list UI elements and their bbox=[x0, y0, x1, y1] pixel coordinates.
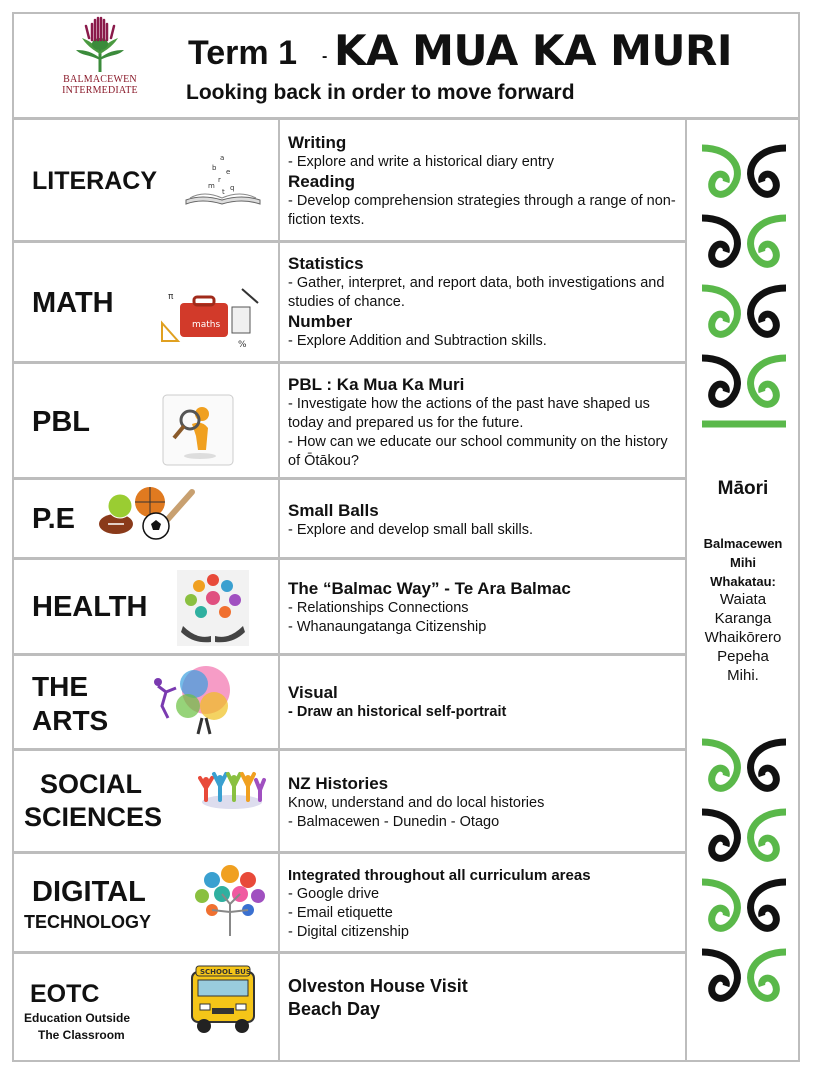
school-bus-icon bbox=[188, 962, 258, 1036]
literacy-heading-writing: Writing bbox=[288, 133, 347, 152]
digital-heading: Integrated throughout all curriculum areas bbox=[288, 867, 591, 884]
literacy-line: - Explore and write a historical diary entry bbox=[288, 154, 554, 170]
health-heading: The “Balmac Way” - Te Ara Balmac bbox=[288, 579, 571, 598]
pbl-description bbox=[288, 375, 680, 471]
school-name-line1: BALMACEWEN bbox=[63, 74, 137, 85]
health-line: - Whanaungatanga Citizenship bbox=[288, 619, 487, 635]
sports-balls-icon bbox=[98, 484, 196, 546]
subject-literacy: LITERACY bbox=[32, 167, 157, 195]
digital-tree-icon bbox=[190, 860, 270, 938]
svg-text:π: π bbox=[168, 292, 174, 302]
svg-text:b: b bbox=[212, 164, 217, 172]
maori-list-item: Waiata bbox=[719, 591, 767, 608]
maori-list-item: Whaikōrero bbox=[704, 629, 782, 646]
arts-description bbox=[288, 683, 680, 722]
arts-heading: Visual bbox=[288, 683, 338, 702]
koru-pattern-bottom-icon bbox=[702, 734, 786, 1026]
svg-text:m: m bbox=[208, 182, 215, 190]
pe-description bbox=[288, 501, 680, 540]
health-description bbox=[288, 579, 680, 637]
svg-text:%: % bbox=[238, 340, 247, 350]
arts-line: - Draw an historical self-portrait bbox=[288, 704, 507, 720]
math-heading-statistics: Statistics bbox=[288, 254, 364, 273]
svg-text:q: q bbox=[230, 184, 235, 192]
school-logo bbox=[40, 14, 160, 104]
maori-title: Māori bbox=[717, 478, 769, 499]
subject-math: MATH bbox=[32, 287, 114, 319]
subject-health: HEALTH bbox=[32, 591, 148, 623]
pe-line: - Explore and develop small ball skills. bbox=[288, 522, 533, 538]
literacy-line: - Develop comprehension strategies through a range of non-fiction texts. bbox=[288, 193, 676, 228]
eotc-line-olveston: Olveston House Visit bbox=[288, 976, 468, 996]
arts-dancers-icon bbox=[148, 660, 240, 736]
subject-arts-line1: THE bbox=[32, 671, 88, 702]
subject-arts-line2: ARTS bbox=[32, 705, 109, 736]
social-heading: NZ Histories bbox=[288, 774, 389, 793]
digital-line: - Digital citizenship bbox=[288, 924, 409, 940]
subject-digital-line1: DIGITAL bbox=[32, 876, 146, 908]
subject-pbl: PBL bbox=[32, 406, 90, 438]
globe-people-icon bbox=[198, 766, 266, 810]
math-line: - Explore Addition and Subtraction skills. bbox=[288, 333, 547, 349]
subtitle: Looking back in order to move forward bbox=[186, 81, 575, 104]
digital-line: - Google drive bbox=[288, 886, 380, 902]
subject-social-line2: SCIENCES bbox=[24, 802, 163, 832]
koru-pattern-top-icon bbox=[702, 140, 786, 432]
math-tools-icon bbox=[158, 283, 266, 351]
svg-text:maths: maths bbox=[192, 320, 221, 330]
eotc-description bbox=[288, 975, 680, 1021]
maori-subtitle bbox=[686, 534, 800, 591]
eotc-subtitle-line1: Education Outside bbox=[24, 1011, 131, 1025]
subject-social-line1: SOCIAL bbox=[40, 769, 143, 799]
pe-heading: Small Balls bbox=[288, 501, 379, 520]
svg-text:r: r bbox=[218, 176, 221, 184]
math-description bbox=[288, 254, 680, 351]
social-line: - Balmacewen - Dunedin - Otago bbox=[288, 814, 500, 830]
subject-digital-line2: TECHNOLOGY bbox=[24, 912, 152, 932]
health-line: - Relationships Connections bbox=[288, 600, 469, 616]
subject-eotc: EOTC bbox=[30, 980, 100, 1008]
social-line: Know, understand and do local histories bbox=[288, 795, 545, 811]
svg-text:e: e bbox=[226, 168, 231, 176]
digital-description bbox=[288, 866, 680, 942]
svg-text:a: a bbox=[220, 154, 225, 162]
social-description bbox=[288, 774, 680, 832]
school-name-line2: INTERMEDIATE bbox=[62, 85, 138, 96]
book-icon bbox=[182, 150, 264, 208]
maori-list bbox=[686, 590, 800, 685]
maori-subtitle-line: Mihi bbox=[730, 555, 756, 570]
math-heading-number: Number bbox=[288, 312, 353, 331]
pbl-line: - Investigate how the actions of the past have shaped us today and prepared us for the future. bbox=[288, 396, 650, 431]
theme-title: KA MUA KA MURI bbox=[334, 26, 732, 75]
math-line: - Gather, interpret, and report data, both investigations and studies of chance. bbox=[288, 275, 665, 310]
magnifying-figure-icon bbox=[162, 394, 234, 466]
maori-subtitle-line: Balmacewen bbox=[703, 536, 783, 551]
thistle-icon bbox=[70, 14, 130, 74]
pbl-line: - How can we educate our school community on the history of Ōtākou? bbox=[288, 434, 668, 469]
eotc-subtitle-line2: The Classroom bbox=[38, 1028, 125, 1042]
literacy-heading-reading: Reading bbox=[288, 172, 356, 191]
subject-pe: P.E bbox=[32, 503, 76, 535]
maori-list-item: Mihi. bbox=[727, 667, 759, 684]
maori-subtitle-line: Whakatau: bbox=[710, 574, 776, 589]
svg-text:SCHOOL BUS: SCHOOL BUS bbox=[200, 968, 251, 976]
literacy-description bbox=[288, 133, 680, 230]
digital-line: - Email etiquette bbox=[288, 905, 393, 921]
term-label: Term 1 bbox=[188, 34, 297, 72]
pbl-heading: PBL : Ka Mua Ka Muri bbox=[288, 375, 465, 394]
svg-text:t: t bbox=[222, 188, 225, 196]
eotc-line-beach: Beach Day bbox=[288, 999, 381, 1019]
maori-list-item: Karanga bbox=[714, 610, 772, 627]
maori-list-item: Pepeha bbox=[717, 648, 769, 665]
title-dash: - bbox=[322, 48, 328, 65]
community-hands-icon bbox=[177, 570, 249, 646]
